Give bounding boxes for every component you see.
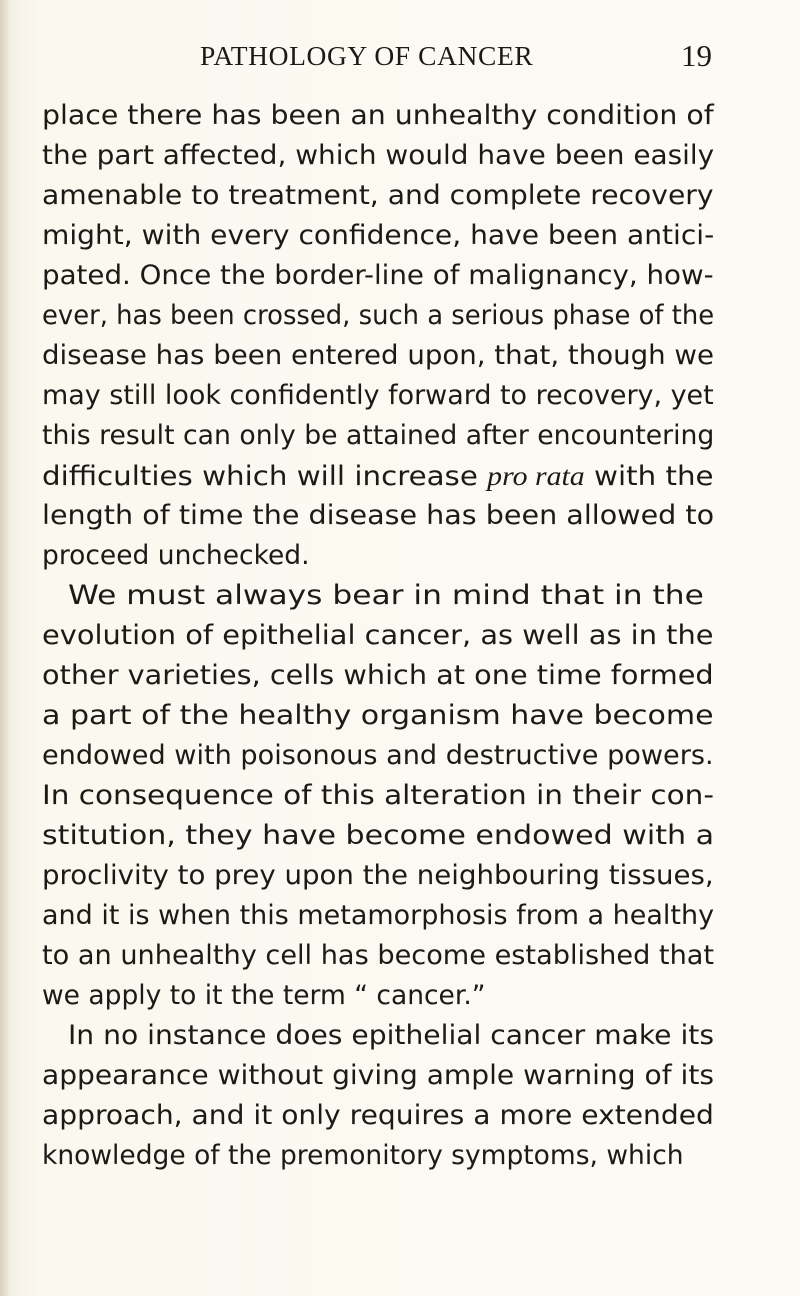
italic-phrase: pro rata xyxy=(487,461,585,491)
text-segment: difficulties which will increase xyxy=(42,461,488,492)
text-line: proclivity to prey upon the neighbouring tissues, xyxy=(42,860,714,891)
paragraph-first-line: In no instance does epithelial cancer make its xyxy=(68,1020,714,1051)
text-line: place there has been an unhealthy condition of xyxy=(42,100,714,131)
text-line: proceed unchecked. xyxy=(42,540,310,571)
running-head xyxy=(200,40,720,84)
text-line: might, with every confidence, have been antici- xyxy=(42,220,715,251)
running-title: PATHOLOGY OF CANCER xyxy=(200,40,534,71)
page-number: 19 xyxy=(681,38,712,73)
text-line: ever, has been crossed, such a serious phase of the xyxy=(42,300,715,331)
text-line: we apply to it the term “ cancer.” xyxy=(42,980,486,1011)
text-line: approach, and it only requires a more extended xyxy=(42,1100,714,1131)
text-line: pated. Once the border-line of malignancy, how- xyxy=(42,260,714,291)
text-segment: with the xyxy=(584,461,714,492)
text-line: amenable to treatment, and complete recovery xyxy=(42,180,714,211)
text-line: evolution of epithelial cancer, as well as in the xyxy=(42,620,714,651)
text-line: stitution, they have become endowed with a xyxy=(42,820,715,851)
text-line: other varieties, cells which at one time formed xyxy=(42,660,714,691)
text-line: In consequence of this alteration in their con- xyxy=(42,780,715,811)
paragraph-first-line: We must always bear in mind that in the xyxy=(68,580,704,611)
text-line: to an unhealthy cell has become established that xyxy=(42,940,715,971)
text-line: disease has been entered upon, that, though we xyxy=(42,340,715,371)
text-line: this result can only be attained after encountering xyxy=(42,420,715,451)
text-line-with-italic xyxy=(42,456,714,496)
text-line: endowed with poisonous and destructive powers. xyxy=(42,740,714,771)
text-line: may still look confidently forward to recovery, yet xyxy=(42,380,714,411)
text-line: and it is when this metamorphosis from a healthy xyxy=(42,900,715,931)
text-line: knowledge of the premonitory symptoms, which xyxy=(42,1140,684,1171)
text-line: a part of the healthy organism have become xyxy=(42,700,714,731)
page-gutter-shadow xyxy=(0,0,10,1296)
text-line: the part affected, which would have been easily xyxy=(42,140,715,171)
text-line: length of time the disease has been allowed to xyxy=(42,500,715,531)
text-line: appearance without giving ample warning of its xyxy=(42,1060,714,1091)
